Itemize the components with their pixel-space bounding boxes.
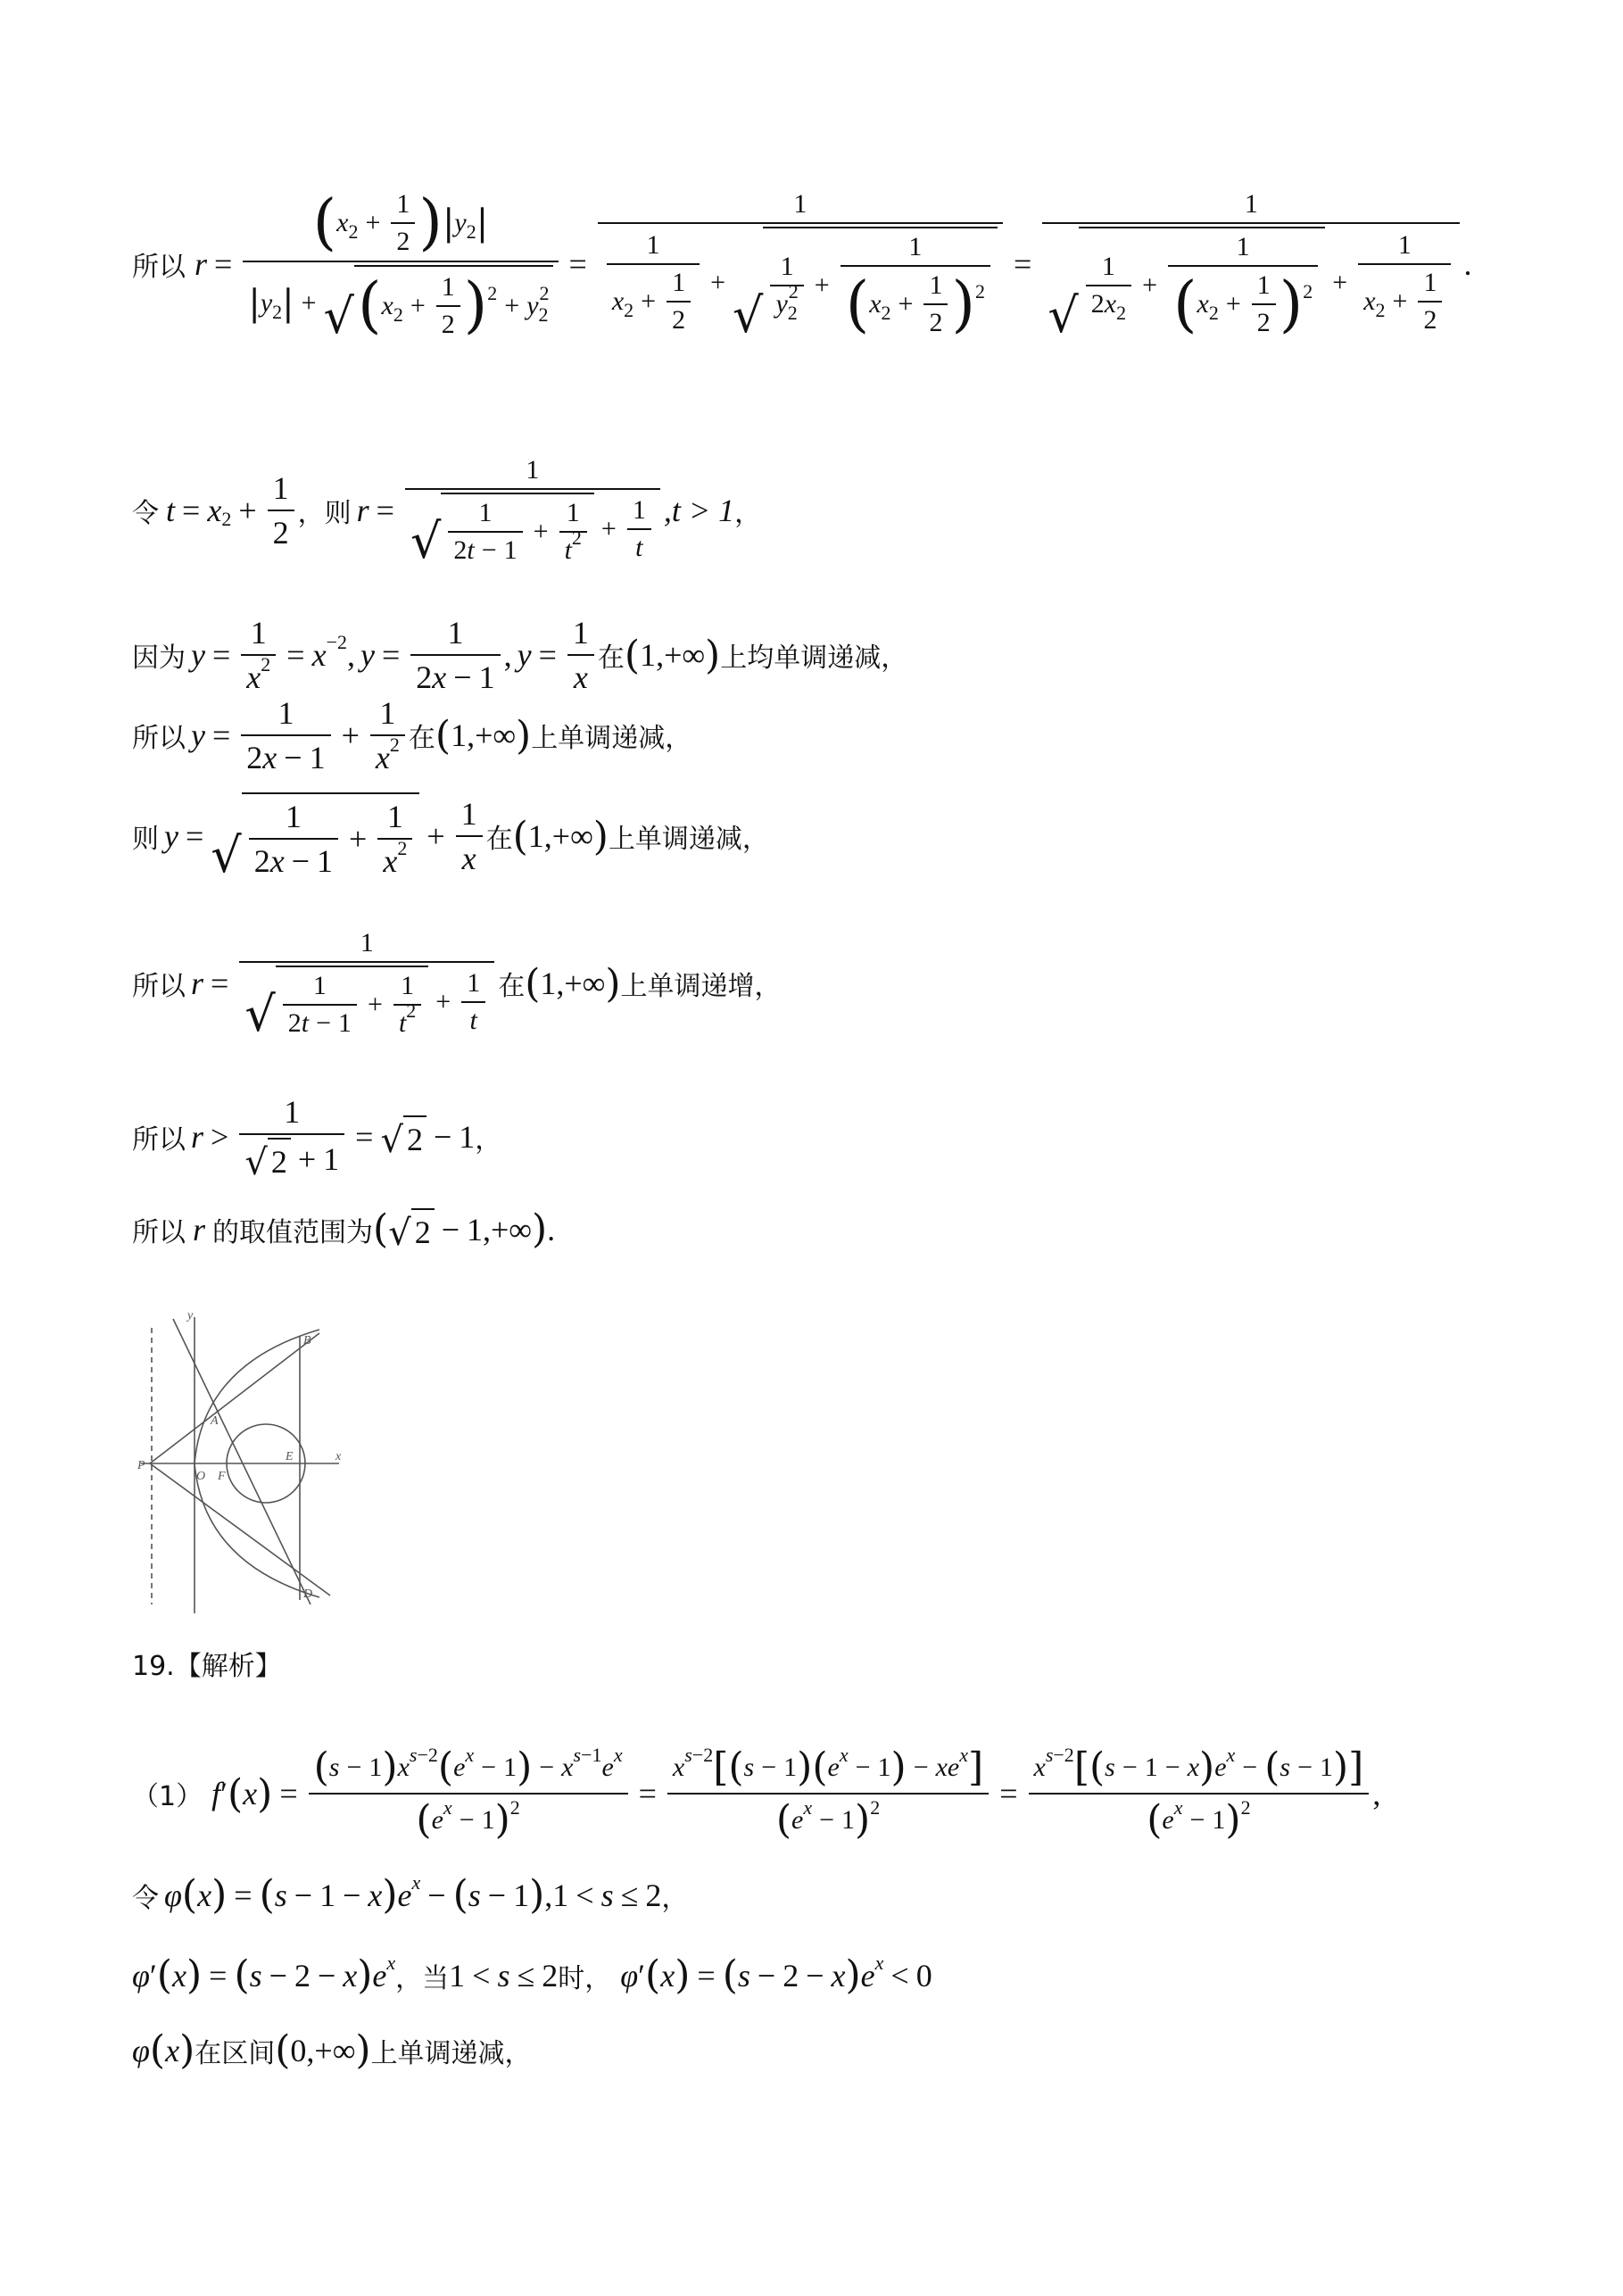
eq-range: 所以 r 的取值范围为 ( √ 2 − 1,+∞ ) .: [132, 1206, 556, 1254]
label-P: P: [137, 1459, 145, 1472]
text-ze: 则: [132, 824, 159, 855]
text-range-of: 的取值范围为: [212, 1216, 374, 1248]
eq-sum-decreasing: 所以 y = 1 2 x − 1 + 1 x 2 在 ( 1,+∞ ) 上单调递减，: [132, 695, 692, 775]
eq-r-expression: 所以 r = ( x 2 + $\frac{1}{2}$ ) | y 2 | | y 2 | + √ ( x 2 + $\frac{1}{2}$ ) 2 + y 2 2 = 1 1 x 2 + $\frac{1}{2}$ + √ 1 y 2 2 + 1 ( x 2 + $\frac{1}{2}$ ) 2 = 1 √ 1 2 x 2 + 1 ( x 2 + $\frac{1}{2}$ ) 2 + 1 x 2 + $\frac{1}{2}$ .: [132, 187, 1472, 344]
text-comma: ，: [475, 1124, 502, 1156]
text-l6-suffix: 上单调递增，: [620, 971, 782, 1002]
label-y: y: [187, 1310, 194, 1322]
cond-t-gt-1: ,t > 1: [663, 493, 735, 528]
label-D: D: [303, 1587, 313, 1601]
eq-phi-prime: φ ′ ( x ) = ( s − 2 − x ) e x ，当 1 < s ≤ 2 时， φ ′ ( x ) = ( s − 2 − x ) e x < 0: [132, 1951, 932, 1998]
eq-let-phi: 令 φ ( x ) = ( s − 1 − x ) e x − ( s − 1 ) ,1 < s ≤ 2 ，: [132, 1870, 689, 1918]
text-ling: 令: [132, 498, 159, 529]
parabola-upper: [195, 1330, 319, 1463]
text-l4-suffix: 上单调递减，: [370, 2037, 532, 2069]
eq-because-monotone: 因为 y = 1 x 2 = x −2 , y = 1 2 x − 1 , y = $\frac{1}{x}$ 在 ( 1,+∞ ) 上均单调递减，: [132, 615, 908, 695]
text-comma: ，: [734, 498, 762, 529]
parabola-lower: [195, 1463, 319, 1597]
text-suoyi: 所以: [132, 252, 186, 283]
text-zai: 在: [408, 723, 435, 754]
text-suoyi: 所以: [132, 723, 186, 754]
parabola-circle-figure: [132, 1310, 346, 1613]
tangent-PD: [150, 1463, 330, 1596]
text-zai-qujian: 在区间: [195, 2037, 276, 2069]
text-l5-suffix: 上单调递减，: [608, 824, 769, 855]
text-suoyi: 所以: [132, 1216, 186, 1248]
text-zai: 在: [597, 642, 625, 674]
eq-r-increasing: 所以 r = 1 √ 1 2 t − 1 + 1 t 2 + $\frac{1}{t}$ 在 ( 1,+∞ ) 上单调递增，: [132, 928, 782, 1042]
eq-sqrt-decreasing: 则 y = √ 1 2 x − 1 + 1 x 2 + $\frac{1}{x}$ 在 ( 1,+∞ ) 上单调递减，: [132, 792, 769, 880]
text-suoyi: 所以: [132, 971, 186, 1002]
section-19-title: [132, 1644, 282, 1683]
eq-derivative: （1） f ′ ( x ) = ( s − 1 ) x s−2 ( e x − 1 ) − x s−1 e x ( e x − 1 ) 2 = x s−2 [ ( s − 1 ) ( e x − 1 ) − xe x ] ( e x − 1 ) 2 = x s−2 [ ( s − 1 − x ) e x − ( s − 1 ) ] ( e x − 1 ) 2 ,: [132, 1743, 1381, 1843]
text-zai: 在: [498, 971, 526, 1002]
label-x: x: [335, 1450, 342, 1463]
section-heading: 19.【解析】: [132, 1651, 282, 1682]
text-shi: 时，: [558, 1962, 612, 1994]
label-B: B: [303, 1334, 311, 1347]
text-suoyi: 所以: [132, 1124, 186, 1156]
text-yinwei: 因为: [132, 642, 186, 674]
text-zai: 在: [485, 824, 513, 855]
text-ling: 令: [132, 1882, 159, 1914]
part-label: （1）: [132, 1781, 203, 1812]
eq-r-lower-bound: 所以 r > 1 √ 2 + 1 = √ 2 − 1 ，: [132, 1094, 502, 1183]
tangent-PB: [150, 1333, 319, 1463]
label-O: O: [196, 1470, 206, 1483]
label-A: A: [211, 1414, 219, 1428]
label-E: E: [286, 1450, 294, 1463]
text-ze: ，则: [297, 498, 352, 529]
text-l4-suffix: 上单调递减，: [531, 723, 692, 754]
text-dang: ，当: [395, 1962, 450, 1994]
eq-let-t: 令 t = x 2 + $\frac{1}{2}$ ，则 r = 1 √ 1 2 t − 1 + 1 t 2 + $\frac{1}{t}$ ,t > 1 ，: [132, 455, 762, 569]
text-l3-suffix: 上均单调递减，: [720, 642, 908, 674]
text-comma: ，: [661, 1882, 689, 1914]
text-period: .: [547, 1211, 556, 1247]
eq-phi-decreasing: φ ( x ) 在区间 ( 0,+∞ ) 上单调递减，: [132, 2027, 532, 2073]
label-F: F: [218, 1470, 226, 1483]
